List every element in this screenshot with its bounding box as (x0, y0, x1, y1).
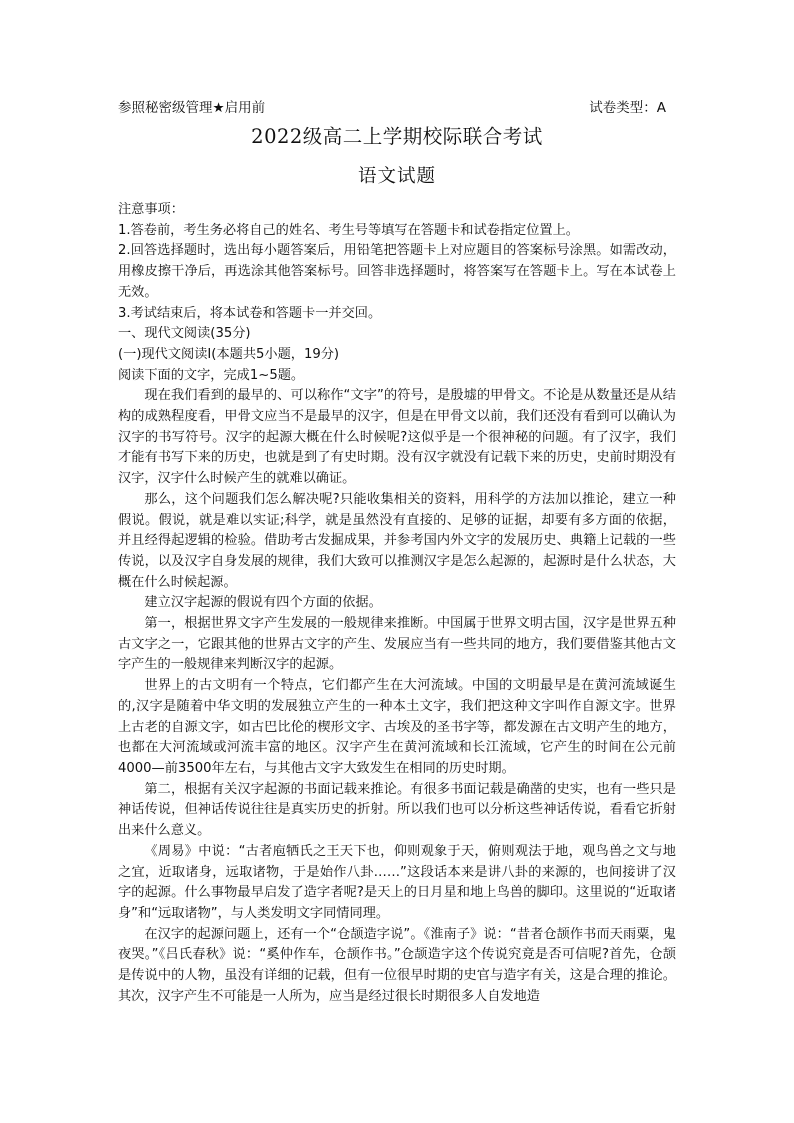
passage-paragraph: 世界上的古文明有一个特点，它们都产生在大河流域。中国的文明最早是在黄河流域诞生的,汉字是随着中华文明的发展独立产生的一种本土文字，我们把这种文字叫作自源文字。世界上古老的自源文字，如古巴比伦的楔形文字、古埃及的圣书字等，都发源在古文明产生的地方，也都在大河流域或河流丰富的地区。汉字产生在黄河流域和长江流域，它产生的时间在公元前4000—前3500年左右，与其他古文字大致发生在相同的历史时期。 (118, 678, 676, 776)
exam-title: 2022级高二上学期校际联合考试 (251, 125, 543, 148)
passage-paragraph: 那么，这个问题我们怎么解决呢?只能收集相关的资料，用科学的方法加以推论，建立一种假说。假说，就是难以实证;科学，就是虽然没有直接的、足够的证据，却要有多方面的依据，并且经得起逻辑的检验。借助考古发掘成果，并参考国内外文字的发展历史、典籍上记载的一些传说，以及汉字自身发展的规律，我们大致可以推测汉字是怎么起源的，起源时是什么状态，大概在什么时候起源。 (118, 491, 676, 590)
notes-item: 3.考试结束后，将本试卷和答题卡一并交回。 (118, 305, 382, 321)
passage-paragraph: 第二，根据有关汉字起源的书面记载来推论。有很多书面记载是确凿的史实，也有一些只是神话传说，但神话传说往往是真实历史的折射。所以我们也可以分析这些神话传说，看看它折射出来什么意义。 (118, 781, 676, 839)
notes-heading: 注意事项： (118, 202, 184, 217)
exam-content (118, 200, 676, 1007)
confidentiality-label: 参照秘密级管理★启用前 (118, 100, 266, 116)
passage-paragraph: 《周易》中说：“古者庖牺氏之王天下也，仰则观象于天，俯则观法于地，观鸟兽之文与地之宜，近取诸身，远取诸物，于是始作八卦……”这段话本来是讲八卦的来源的，也间接讲了汉字的起源。什么事物最早启发了造字者呢?是天上的日月星和地上鸟兽的脚印。这里说的“近取诸身”和“远取诸物”，与人类发明文字同情同理。 (118, 843, 676, 921)
section-instruction: 阅读下面的文字，完成1~5题。 (118, 367, 305, 383)
passage-paragraph: 现在我们看到的最早的、可以称作“文字”的符号，是殷墟的甲骨文。不论是从数量还是从结构的成熟程度看，甲骨文应当不是最早的汉字，但是在甲骨文以前，我们还没有看到可以确认为汉字的书写符号。汉字的起源大概在什么时候呢?这似乎是一个很神秘的问题。有了汉字，我们才能有书写下来的历史，也就是到了有史时期。没有汉字就没有记载下来的历史，史前时期没有汉字，汉字什么时候产生的就难以确证。 (118, 388, 676, 487)
notes-item: 2.回答选择题时，选出每小题答案后，用铅笔把答题卡上对应题目的答案标号涂黑。如需改动，用橡皮擦干净后，再选涂其他答案标号。回答非选择题时，将答案写在答题卡上。写在本试卷上无效。 (118, 243, 676, 300)
paper-type-label: 试卷类型：A (589, 100, 666, 116)
passage-paragraph: 第一，根据世界文字产生发展的一般规律来推断。中国属于世界文明古国，汉字是世界五种古文字之一，它跟其他的世界古文字的产生、发展应当有一些共同的地方，我们要借鉴其他古文字产生的一般规律来判断汉字的起源。 (118, 616, 676, 673)
passage-paragraph: 建立汉字起源的假说有四个方面的依据。 (144, 595, 382, 611)
section-heading: 一、现代文阅读(35分) (118, 326, 251, 342)
header-row (118, 98, 676, 118)
exam-subtitle: 语文试题 (357, 166, 436, 187)
section-subheading: (一)现代文阅读Ⅰ(本题共5小题，19分) (118, 346, 340, 362)
passage-paragraph: 在汉字的起源问题上，还有一个“仓颉造字说”。《淮南子》说：“昔者仓颉作书而天雨粟，鬼夜哭。”《吕氏春秋》说：“奚仲作车，仓颉作书。”仓颉造字这个传说究竟是否可信呢?首先，仓颉是传说中的人物，虽没有详细的记载，但有一位很早时期的史官与造字有关，这是合理的推论。其次，汉字产生不可能是一人所为，应当是经过很长时期很多人自发地造 (118, 926, 676, 1004)
notes-item: 1.答卷前，考生务必将自己的姓名、考生号等填写在答题卡和试卷指定位置上。 (118, 222, 579, 238)
